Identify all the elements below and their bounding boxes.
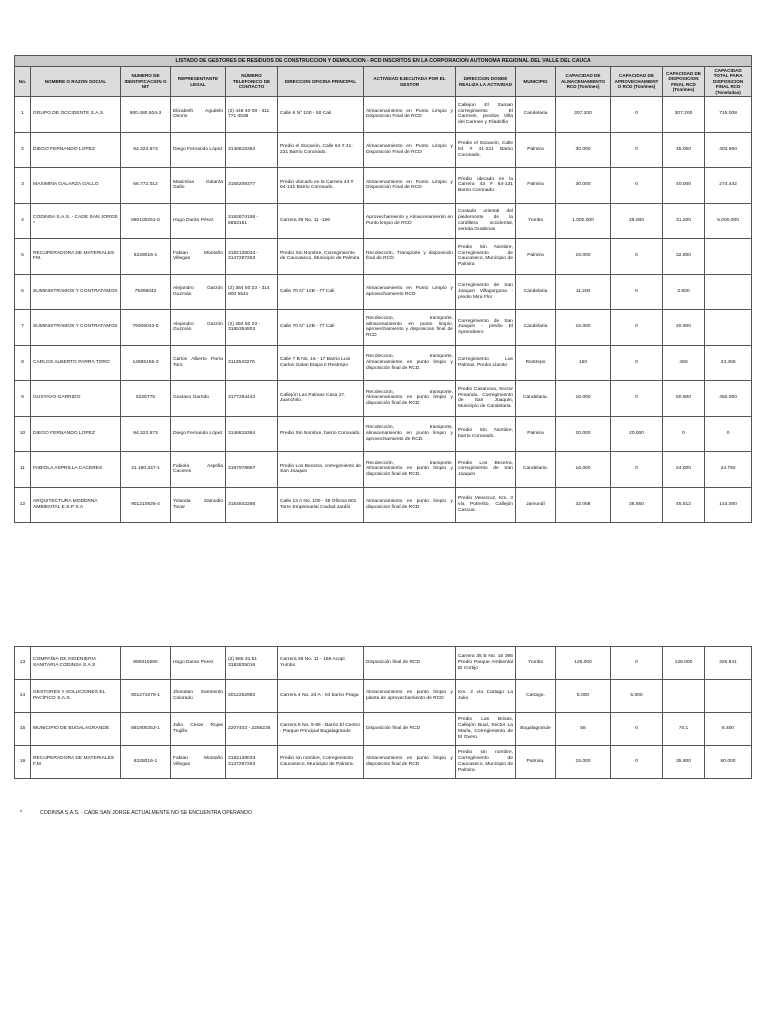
- table-cell: Predio Las Brisas, Callejón Bual, Sector La María, Corregimiento de El Overo.: [456, 713, 516, 746]
- table-cell: 70,1: [663, 713, 705, 746]
- table-cell: 79306043-8: [121, 310, 171, 346]
- table-cell: 901210926-4: [121, 487, 171, 523]
- table-cell: Palmira.: [516, 746, 556, 779]
- table-cell: 0: [611, 381, 663, 417]
- table-cell: Calle 70 N° 12B - 77 Cali: [278, 310, 364, 346]
- table-cell: Gustavo Garrido: [171, 381, 226, 417]
- table-cell: Predio Sin Nombre, Corregimiento de Caucaseco, Municipio de Palmira: [278, 239, 364, 275]
- table-cell: Callejón Las Palmas Casa 27. Juanchito.: [278, 381, 364, 417]
- table-cell: GUSTAVO GARRIDO: [31, 381, 121, 417]
- column-header: CAPACIDAD DE DISPOSICION FINAL RCD (Ton/mes): [663, 67, 705, 97]
- table-title: LISTADO DE GESTORES DE RESIDUOS DE CONSTRUCCION Y DEMOLICION - RCD INSCRITOS EN LA CORPORACION AUTONOMA REGIONAL DEL VALLE DEL CAUCA: [15, 56, 752, 67]
- table-cell: Fabiola Asprilla Caceres: [171, 452, 226, 488]
- table-cell: 144.000: [705, 487, 752, 523]
- table-cell: 4: [15, 203, 31, 239]
- table-cell: Fabian Montaño Villegas: [171, 746, 226, 779]
- table-cell: Restrepo: [516, 345, 556, 381]
- table-cell: (2) 384 60 23 - 314 800 5541: [226, 274, 278, 310]
- table-cell: 901271679-1: [121, 680, 171, 713]
- table-cell: 40.800: [663, 310, 705, 346]
- table-cell: 20.000: [556, 416, 611, 452]
- table-row: [15, 680, 752, 713]
- table-cell: 891900253-1: [121, 713, 171, 746]
- table-cell: Hugo Durán Pérez: [171, 203, 226, 239]
- table-cell: Predio Casanova, Sector Pintando, Corregimiento de San Joaquin, Municipio de Candelaria.: [456, 381, 516, 417]
- table-cell: Aprovechamiento y Almacenamiento en Punto limpio de RCD: [364, 203, 456, 239]
- table-cell: 2.600: [663, 274, 705, 310]
- table-cell: 3182138033 3147297263: [226, 746, 278, 779]
- table-cell: 0: [611, 274, 663, 310]
- table-row: [15, 97, 752, 133]
- table-cell: 0: [611, 168, 663, 204]
- table-cell: 890319290: [121, 647, 171, 680]
- table-cell: 80.000: [705, 746, 752, 779]
- table-cell: Predio Los Becerra, corregimiento de San Joaquin: [456, 452, 516, 488]
- table-row: [15, 310, 752, 346]
- table-row: [15, 416, 752, 452]
- table-cell: 12: [15, 487, 31, 523]
- table-cell: FABIOLA ASPRILLA CACERES: [31, 452, 121, 488]
- table-cell: 10: [15, 416, 31, 452]
- table-cell: 3182874159 - 6653151: [226, 203, 278, 239]
- table-cell: Calle 7 B No. 16 - 17 Barrio Luis Carlos Galan Etapa II Restrepo: [278, 345, 364, 381]
- table-cell: Km. 2 vía Cartago La Julia: [456, 680, 516, 713]
- table-cell: 890100251-0: [121, 203, 171, 239]
- table-cell: 31.200: [663, 203, 705, 239]
- table-cell: DIEGO FERNANDO LOPEZ: [31, 416, 121, 452]
- table-cell: 45.812: [663, 487, 705, 523]
- table-cell: 3: [15, 168, 31, 204]
- table-cell: Carrera 4 No. 24 A - 04 barrio Praga: [278, 680, 364, 713]
- table-cell: 1.000.000: [556, 203, 611, 239]
- table-cell: 0: [611, 132, 663, 168]
- table-cell: MAXIMINA GALARZA GALLO: [31, 168, 121, 204]
- table-cell: Fabian Montaño Villegas: [171, 239, 226, 275]
- table-cell: 460: [663, 345, 705, 381]
- rcd-managers-table-continued: [14, 646, 752, 779]
- table-cell: Palmira: [516, 168, 556, 204]
- table-cell: [663, 680, 705, 713]
- table-cell: 3187978867: [226, 452, 278, 488]
- table-cell: 50.800: [663, 381, 705, 417]
- table-cell: Alejandro Garzón Guzmán: [171, 274, 226, 310]
- table-cell: 5: [15, 239, 31, 275]
- table-cell: (2) 448 40 08 - 311 771 0539: [226, 97, 278, 133]
- table-cell: Carrera 6 No. 5-65 - Barrio El Centro - Parque Principal Bugalagrande: [278, 713, 364, 746]
- table-cell: 3182138033 - 3147297263: [226, 239, 278, 275]
- table-cell: Almacenamiento en Punto Limpio y Disposicion Final de RCD: [364, 132, 456, 168]
- table-cell: [705, 680, 752, 713]
- column-header: MUNICIPIO: [516, 67, 556, 97]
- table-cell: GRUPO DE OCCIDENTE S.A.S.: [31, 97, 121, 133]
- table-cell: 16.000: [556, 452, 611, 488]
- table-cell: 94.323.673: [121, 416, 171, 452]
- table-cell: Recolección, Transporte y disposición final de RCD.: [364, 239, 456, 275]
- table-cell: Carrera 39 No. 11 - 166 Acopi Yumbo: [278, 647, 364, 680]
- column-header: REPRESENTANTE LEGAL: [171, 67, 226, 97]
- table-cell: 0: [611, 345, 663, 381]
- table-cell: 900.480.504-3: [121, 97, 171, 133]
- table-cell: 40.000: [663, 168, 705, 204]
- table-cell: 0: [611, 746, 663, 779]
- column-header: CAPACIDAD DE APROVECHAMIENTO RCD (Ton/mes): [611, 67, 663, 97]
- table-cell: Recolección, transporte, Almacenamiento en punto limpio y disposición final de RCD.: [364, 452, 456, 488]
- table-cell: GESTORES Y SOLUCIONES EL PACÍFICO S.A.S.: [31, 680, 121, 713]
- table-row: [15, 168, 752, 204]
- table-cell: Almacenamiento en Punto Limpio y Disposicion Final de RCD: [364, 168, 456, 204]
- table-cell: Carlos Alberto Parra Toro: [171, 345, 226, 381]
- column-header: ACTIVIDAD EJECUTADA POR EL GESTOR: [364, 67, 456, 97]
- column-header: NOMBRE O RAZON SOCIAL: [31, 67, 121, 97]
- table-cell: Predio sin nombre, Corregimiento Caucaseco, Municipio de Palmira.: [278, 746, 364, 779]
- table-cell: 3146815364: [226, 132, 278, 168]
- column-header: CAPACIDAD TOTAL PARA DISPOSICION FINAL RCD (Toneladas): [705, 67, 752, 97]
- table-cell: 7: [15, 310, 31, 346]
- table-cell: Recoleccion, transporte, Almacenamiento en punto limpio y disposición final de RCD.: [364, 345, 456, 381]
- table-cell: 24.000: [663, 452, 705, 488]
- table-cell: Calle 13 A No. 100 - 35 Oficina 801 Torre Empresarial Ciudad Jardín: [278, 487, 364, 523]
- table-cell: Predio ubicado en la Carrera 43 # 64-131 Barrio Coronado.: [278, 168, 364, 204]
- table-cell: 15: [15, 713, 31, 746]
- table-cell: 8.400: [705, 713, 752, 746]
- table-cell: 0: [705, 416, 752, 452]
- table-cell: 3113543276: [226, 345, 278, 381]
- table-cell: 58: [556, 713, 611, 746]
- table-cell: 20.000: [611, 416, 663, 452]
- table-cell: 16: [15, 746, 31, 779]
- table-header-row: [15, 67, 752, 97]
- table-cell: Callejon El Saman corregimiento El Carmelo, predios Villa del Carmen y Filadelfia: [456, 97, 516, 133]
- table-cell: Bugalagrande: [516, 713, 556, 746]
- table-cell: Yumbo: [516, 203, 556, 239]
- table-row: [15, 381, 752, 417]
- table-row: [15, 746, 752, 779]
- column-header: NÚMERO TELEFONICO DE CONTACTO: [226, 67, 278, 97]
- table-cell: 1: [15, 97, 31, 133]
- table-cell: CARLOS ALBERTO PARRA TORO: [31, 345, 121, 381]
- table-cell: Almacenamiento en punto limpio y disposicion final de RCD: [364, 746, 456, 779]
- table-cell: Almacenamiento en Punto Limpio y Disposicion Final de RCD: [364, 97, 456, 133]
- table-cell: Predio ubicado en la Carrera 43 # 64-131 Barrio Coronado.: [456, 168, 516, 204]
- table-cell: Predio el Socavón, Calle 64 # 41-221 Barrio Coronado.: [278, 132, 364, 168]
- table-cell: Disposición final de RCD: [364, 713, 456, 746]
- column-header: NUMERO DE IDENTIFICACION O NIT: [121, 67, 171, 97]
- table-cell: Candelaria.: [516, 452, 556, 488]
- table-cell: SUMINISTRAMOS Y CONTRATAMOS: [31, 274, 121, 310]
- table-cell: 94.323.673: [121, 132, 171, 168]
- table-cell: Elizabeth Agudelo Osorio: [171, 97, 226, 133]
- table-cell: Corregimiento Las Palmas, Predio Llanito: [456, 345, 516, 381]
- table-cell: Predio el Socavón, Calle 64 # 41-221 Barrio Coronado.: [456, 132, 516, 168]
- table-cell: 30.000: [556, 132, 611, 168]
- footnote: [20, 810, 252, 816]
- table-cell: Predio Sin Nombre, Corregimiento de Caucaseco, Municipio de Palmira: [456, 239, 516, 275]
- table-cell: 0: [611, 310, 663, 346]
- table-cell: MUNICIPIO DE BUGALAGRANDE: [31, 713, 121, 746]
- table-cell: 13: [15, 647, 31, 680]
- table-cell: Almacenamiento en Punto Limpio y aprovechamiento RCD: [364, 274, 456, 310]
- table-cell: 0: [611, 713, 663, 746]
- column-header: CAPACIDAD DE ALMACENAMIENTO RCD (Ton/mes): [556, 67, 611, 97]
- table-cell: 36.650: [611, 487, 663, 523]
- table-cell: 30.000: [556, 168, 611, 204]
- table-cell: Corregimiento de San Joaquin Villagorgona - predio Mira Flor: [456, 274, 516, 310]
- table-cell: 715.008: [705, 97, 752, 133]
- table-cell: 15.000: [556, 310, 611, 346]
- rcd-managers-table: [14, 55, 752, 523]
- table-cell: Costado oriental del piedemonte de la cordillera occidental, vereda Guabinas: [456, 203, 516, 239]
- table-cell: Palmira: [516, 132, 556, 168]
- table-cell: 5.000.000: [705, 203, 752, 239]
- table-cell: RECUPERADORA DE MATERIALES F.M: [31, 746, 121, 779]
- table-cell: ARQUITECTURA MODERNA AMBIENTAL E.S.P S.A: [31, 487, 121, 523]
- table-cell: Almacenamiento en punto limpio y disposicion final de RCD: [364, 487, 456, 523]
- table-cell: 35.800: [663, 746, 705, 779]
- table-cell: 326.941: [705, 647, 752, 680]
- table-cell: 14: [15, 680, 31, 713]
- table-row: [15, 647, 752, 680]
- table-cell: 31.180.347-1: [121, 452, 171, 488]
- table-cell: 0: [611, 647, 663, 680]
- table-cell: 32.068: [556, 487, 611, 523]
- table-cell: 2207403 - 2256235: [226, 713, 278, 746]
- table-cell: 6225775: [121, 381, 171, 417]
- table-cell: Candelaria.: [516, 381, 556, 417]
- table-cell: 14886166-3: [121, 345, 171, 381]
- table-cell: Jamundí: [516, 487, 556, 523]
- table-cell: Cartago.: [516, 680, 556, 713]
- table-cell: 3155209377: [226, 168, 278, 204]
- table-cell: 66.772.012: [121, 168, 171, 204]
- footnote-text: CODINSA S.A.S. - CADE SAN JORGE ACTUALMENTE NO SE ENCUENTRA OPERANDO: [40, 810, 252, 816]
- table-cell: Predio Sin Nombre, barrio Coronado.: [278, 416, 364, 452]
- table-cell: 3146815364: [226, 416, 278, 452]
- table-cell: Palmira: [516, 416, 556, 452]
- table-cell: 3154843288: [226, 487, 278, 523]
- column-header: DIRECCION OFICINA PRINCIPAL: [278, 67, 364, 97]
- table-cell: Recoleccion, transporte, Almacenamiento en punto limpio y disposición final de RCD.: [364, 381, 456, 417]
- table-cell: 0: [611, 452, 663, 488]
- table-cell: 15.000: [556, 746, 611, 779]
- table-cell: 24.792: [705, 452, 752, 488]
- footnote-mark: *: [20, 810, 23, 816]
- table-cell: 450.000: [705, 381, 752, 417]
- table-cell: Diego Fernando López: [171, 416, 226, 452]
- table-cell: RECUPERADORA DE MATERIALES FM.: [31, 239, 121, 275]
- table-cell: 0: [611, 97, 663, 133]
- table-cell: Carrera 39 No. 11 -166: [278, 203, 364, 239]
- table-cell: Alejandro Garzón Guzmán: [171, 310, 226, 346]
- table-cell: Maximina Galarza Gallo: [171, 168, 226, 204]
- table-cell: 6228016-1: [121, 746, 171, 779]
- table-row: [15, 452, 752, 488]
- table-cell: 9: [15, 381, 31, 417]
- table-cell: 126.000: [556, 647, 611, 680]
- table-cell: 5.000: [556, 680, 611, 713]
- table-cell: CODINSA S.A.S. - CADE SAN JORGE *: [31, 203, 121, 239]
- table-cell: [705, 274, 752, 310]
- table-cell: Calle 70 N° 12B - 77 Cali: [278, 274, 364, 310]
- table-cell: 2: [15, 132, 31, 168]
- table-cell: 6228016-1: [121, 239, 171, 275]
- table-cell: 11: [15, 452, 31, 488]
- table-cell: 6: [15, 274, 31, 310]
- table-cell: Jhonatan Sarmiento Colorado: [171, 680, 226, 713]
- table-cell: Candelaria: [516, 97, 556, 133]
- table-cell: 0: [663, 416, 705, 452]
- table-cell: Yolanda Zamudio Tovar: [171, 487, 226, 523]
- table-cell: 126.000: [663, 647, 705, 680]
- table-cell: 8: [15, 345, 31, 381]
- column-header: No.: [15, 67, 31, 97]
- table-cell: Recoleccion, transporte, almacenamiento en punto limpio, aprovechamiento y disposicion final de RCD: [364, 310, 456, 346]
- table-cell: 23.456: [705, 345, 752, 381]
- table-cell: Corregimiento de San Joaquin - predio El Aprendeero: [456, 310, 516, 346]
- table-cell: 11.200: [556, 274, 611, 310]
- table-cell: 32.800: [663, 239, 705, 275]
- table-row: [15, 713, 752, 746]
- table-cell: [705, 239, 752, 275]
- table-cell: COMPAÑIA DE INGENIERIA SANITARIA CODINSA S.A.S: [31, 647, 121, 680]
- table-cell: Almacenamiento en punto limpio y planta de aprovechamiento de RCD: [364, 680, 456, 713]
- table-cell: Hugo Duran Perez: [171, 647, 226, 680]
- table-cell: Predio Los Becerra, corregimiento de San Joaquin: [278, 452, 364, 488]
- table-cell: Predio Sin Nombre, barrio Coronado.: [456, 416, 516, 452]
- table-cell: 5.000: [611, 680, 663, 713]
- table-cell: Palmira: [516, 239, 556, 275]
- table-cell: 3012252982: [226, 680, 278, 713]
- table-cell: [705, 310, 752, 346]
- table-row: [15, 487, 752, 523]
- table-row: [15, 274, 752, 310]
- table-cell: (2) 665 31 51 3182835016: [226, 647, 278, 680]
- table-cell: 79306043: [121, 274, 171, 310]
- table-cell: Diego Fernando López: [171, 132, 226, 168]
- table-row: [15, 132, 752, 168]
- table-row: [15, 203, 752, 239]
- table-cell: 274.442: [705, 168, 752, 204]
- table-cell: Calle 8 N° 100 - 50 Cali: [278, 97, 364, 133]
- table-cell: 16.000: [556, 381, 611, 417]
- table-cell: Julio Cesar Rojas Trujillo: [171, 713, 226, 746]
- table-cell: DIEGO FERNANDO LOPEZ: [31, 132, 121, 168]
- table-row: [15, 345, 752, 381]
- table-cell: 0: [611, 239, 663, 275]
- table-cell: Candelaria: [516, 310, 556, 346]
- table-cell: Candelaria: [516, 274, 556, 310]
- column-header: DIRECCION DONDE REALIZA LA ACTIVIDAD: [456, 67, 516, 97]
- table-cell: Predio Venecruz, Km. 3 vía Potrerito, Callejón Cascua.: [456, 487, 516, 523]
- table-cell: 160: [556, 345, 611, 381]
- table-cell: Disposición final de RCD: [364, 647, 456, 680]
- table-cell: 25.000: [611, 203, 663, 239]
- table-cell: Yumbo: [516, 647, 556, 680]
- table-cell: 307.200: [663, 97, 705, 133]
- table-cell: Predio sin nombre, Corregimiento de Caucaseco, Municipio de Palmira.: [456, 746, 516, 779]
- table-cell: SUMINISTRAMOS Y CONTRATAMOS: [31, 310, 121, 346]
- table-cell: 307.200: [556, 97, 611, 133]
- table-cell: 45.000: [663, 132, 705, 168]
- table-row: [15, 239, 752, 275]
- table-cell: (2) 284 60 23 - 3165354803: [226, 310, 278, 346]
- table-cell: 403.960: [705, 132, 752, 168]
- table-cell: 3177254443: [226, 381, 278, 417]
- table-cell: Recolección, transporte, almacenamiento en punto limpio y aprovechamiento de RCD.: [364, 416, 456, 452]
- table-cell: 15.000: [556, 239, 611, 275]
- table-cell: Carrera 35 B No. 15 395 Predio Parque Ambiental El Cortijo: [456, 647, 516, 680]
